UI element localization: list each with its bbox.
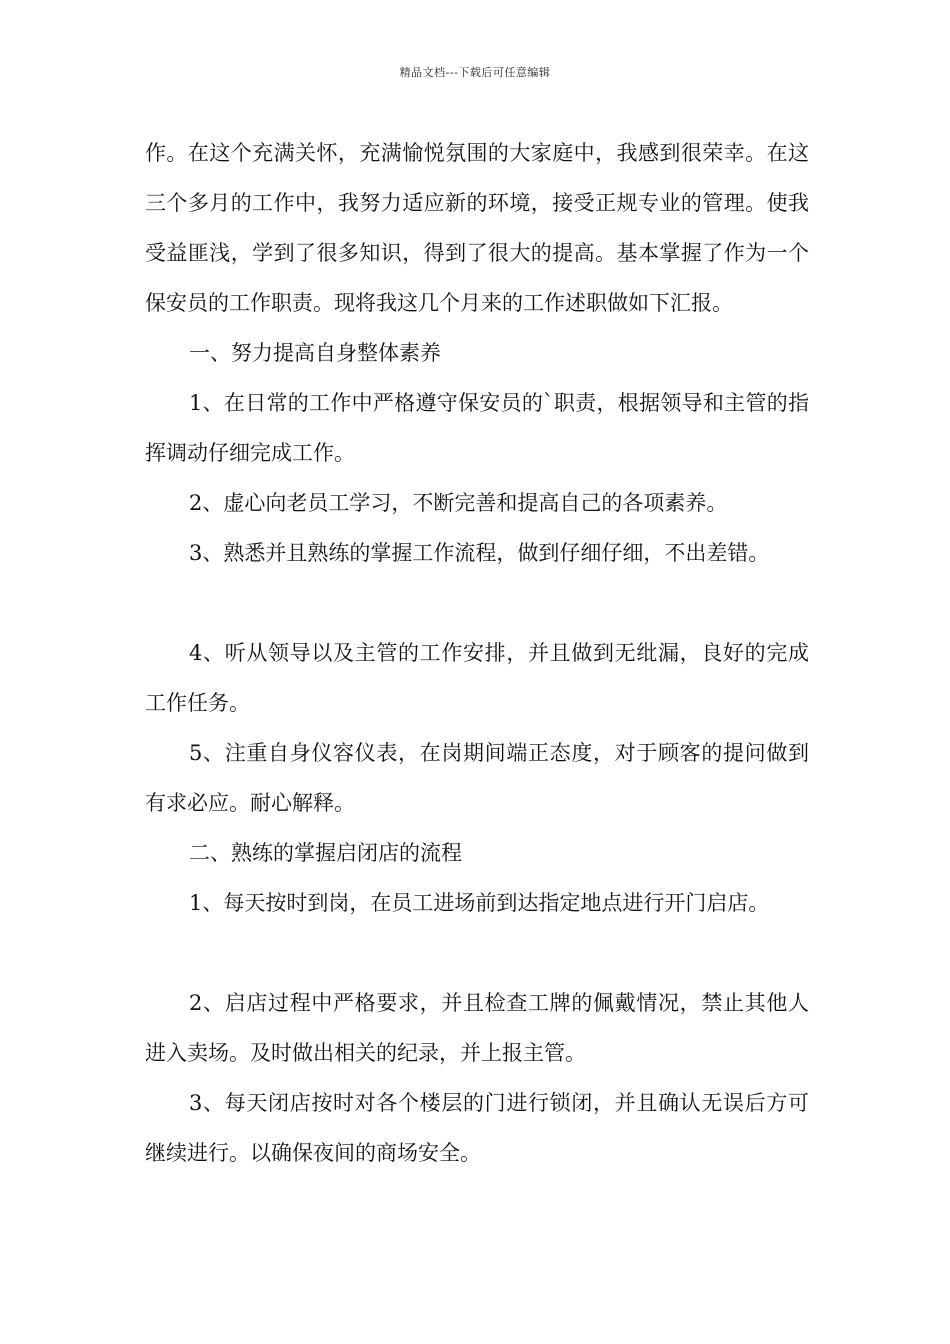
list-item: 2、启店过程中严格要求，并且检查工牌的佩戴情况，禁止其他人进入卖场。及时做出相关的纪录，并上报主管。 — [145, 991, 809, 1065]
list-item: 2、虚心向老员工学习，不断完善和提高自己的各项素养。 — [189, 491, 728, 515]
list-item: 5、注重自身仪容仪表，在岗期间端正态度，对于顾客的提问做到有求必应。耐心解释。 — [145, 741, 809, 815]
document-body — [145, 128, 809, 1178]
blank-line — [145, 928, 809, 978]
section-heading-2: 二、熟练的掌握启闭店的流程 — [189, 841, 462, 865]
paragraph-intro: 作。在这个充满关怀，充满愉悦氛围的大家庭中，我感到很荣幸。在这三个多月的工作中，我努力适应新的环境，接受正规专业的管理。使我受益匪浅，学到了很多知识，得到了很大的提高。基本掌握了作为一个保安员的工作职责。现将我这几个月来的工作述职做如下汇报。 — [145, 141, 809, 315]
list-item: 3、每天闭店按时对各个楼层的门进行锁闭，并且确认无误后方可继续进行。以确保夜间的商场安全。 — [145, 1091, 809, 1165]
list-item: 1、在日常的工作中严格遵守保安员的`职责，根据领导和主管的指挥调动仔细完成工作。 — [145, 391, 809, 465]
page-header: 精品文档---下载后可任意编辑 — [399, 66, 551, 79]
list-item: 4、听从领导以及主管的工作安排，并且做到无纰漏，良好的完成工作任务。 — [145, 641, 809, 715]
section-heading-1: 一、努力提高自身整体素养 — [189, 341, 441, 365]
blank-line — [145, 578, 809, 628]
list-item: 3、熟悉并且熟练的掌握工作流程，做到仔细仔细，不出差错。 — [189, 541, 770, 565]
list-item: 1、每天按时到岗，在员工进场前到达指定地点进行开门启店。 — [189, 891, 770, 915]
